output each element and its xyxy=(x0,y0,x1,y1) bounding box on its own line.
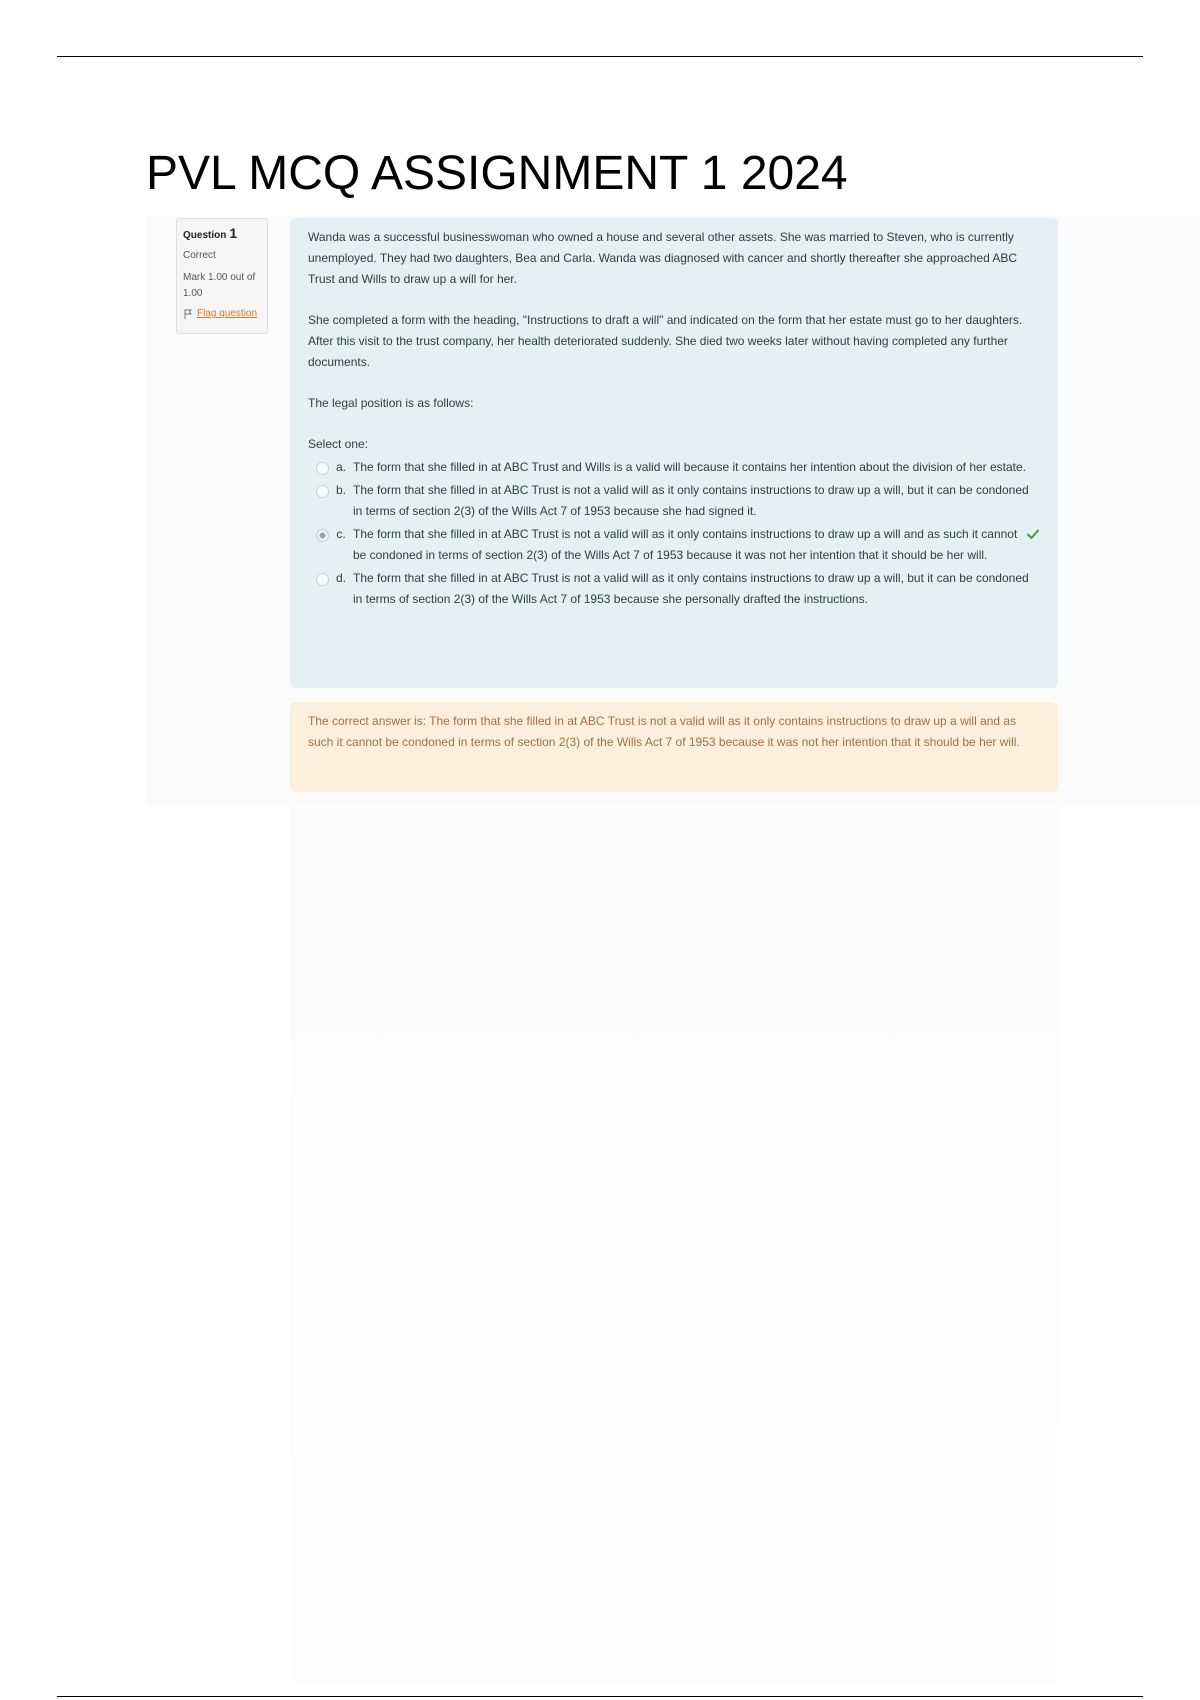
answer-letter: c. xyxy=(336,527,346,541)
question-paragraph: The legal position is as follows: xyxy=(308,396,474,410)
flag-question-link[interactable] xyxy=(183,308,261,319)
select-one-prompt: Select one: xyxy=(308,437,369,451)
answer-letter: a. xyxy=(335,460,346,474)
check-icon xyxy=(1026,527,1040,541)
question-state: Correct xyxy=(183,250,216,261)
radio-button-a[interactable] xyxy=(316,462,329,475)
answer-letter: b. xyxy=(335,483,346,497)
header-rule xyxy=(57,56,1143,57)
question-number: 1 xyxy=(229,225,238,241)
question-number-label: Question 1 xyxy=(183,225,238,241)
answer-option-a[interactable] xyxy=(316,457,1040,478)
answer-option-c[interactable] xyxy=(316,524,1040,566)
radio-button-d[interactable] xyxy=(316,573,329,586)
answer-option-d[interactable] xyxy=(316,568,1040,610)
question-paragraph: She completed a form with the heading, "Instructions to draft a will" and indicated on the form that her estate must go to her daughters. After this visit to the trust company, her health deteriorated suddenly. She died two weeks later without having completed any further documents. xyxy=(308,313,1023,369)
answer-text: The form that she filled in at ABC Trust and Wills is a valid will because it contains her intention about the division of her estate. xyxy=(353,460,1027,474)
radio-button-c[interactable] xyxy=(316,529,329,542)
document-title: PVL MCQ ASSIGNMENT 1 2024 xyxy=(146,147,848,200)
question-paragraph: Wanda was a successful businesswoman who owned a house and several other assets. She was married to Steven, who is currently unemployed. They had two daughters, Bea and Carla. Wanda was diagnosed with cancer and shortly thereafter she approached ABC Trust and Wills to draw up a will for her. xyxy=(308,230,1018,286)
flag-icon xyxy=(183,309,193,319)
correct-answer-feedback: The correct answer is: The form that she filled in at ABC Trust is not a valid will as it only contains instructions to draw up a will and as such it cannot be condoned in terms of section 2(3) of the Wills Act 7 of 1953 because it was not her intention that it should be her will. xyxy=(290,702,1058,792)
screenshot-fade xyxy=(290,806,1060,1686)
answer-text: The form that she filled in at ABC Trust is not a valid will as it only contains instructions to draw up a will, but it can be condoned in terms of section 2(3) of the Wills Act 7 of 1953 because she had signed it. xyxy=(353,483,1029,518)
answer-option-b[interactable] xyxy=(316,480,1040,522)
answer-letter: d. xyxy=(335,571,346,585)
answer-list xyxy=(316,457,1040,610)
footer-rule xyxy=(57,1696,1143,1697)
radio-button-b[interactable] xyxy=(316,485,329,498)
flag-question-label: Flag question xyxy=(197,308,258,319)
question-info-box xyxy=(176,218,268,334)
question-text-card xyxy=(290,218,1058,688)
question-grade: Mark 1.00 out of 1.00 xyxy=(183,272,256,299)
answer-text: The form that she filled in at ABC Trust is not a valid will as it only contains instructions to draw up a will, but it can be condoned in terms of section 2(3) of the Wills Act 7 of 1953 because she personally drafted the instructions. xyxy=(353,571,1029,606)
answer-text: The form that she filled in at ABC Trust is not a valid will as it only contains instructions to draw up a will and as such it cannot be condoned in terms of section 2(3) of the Wills Act 7 of 1953 because it was not her intention that it should be her will. xyxy=(353,527,1018,562)
